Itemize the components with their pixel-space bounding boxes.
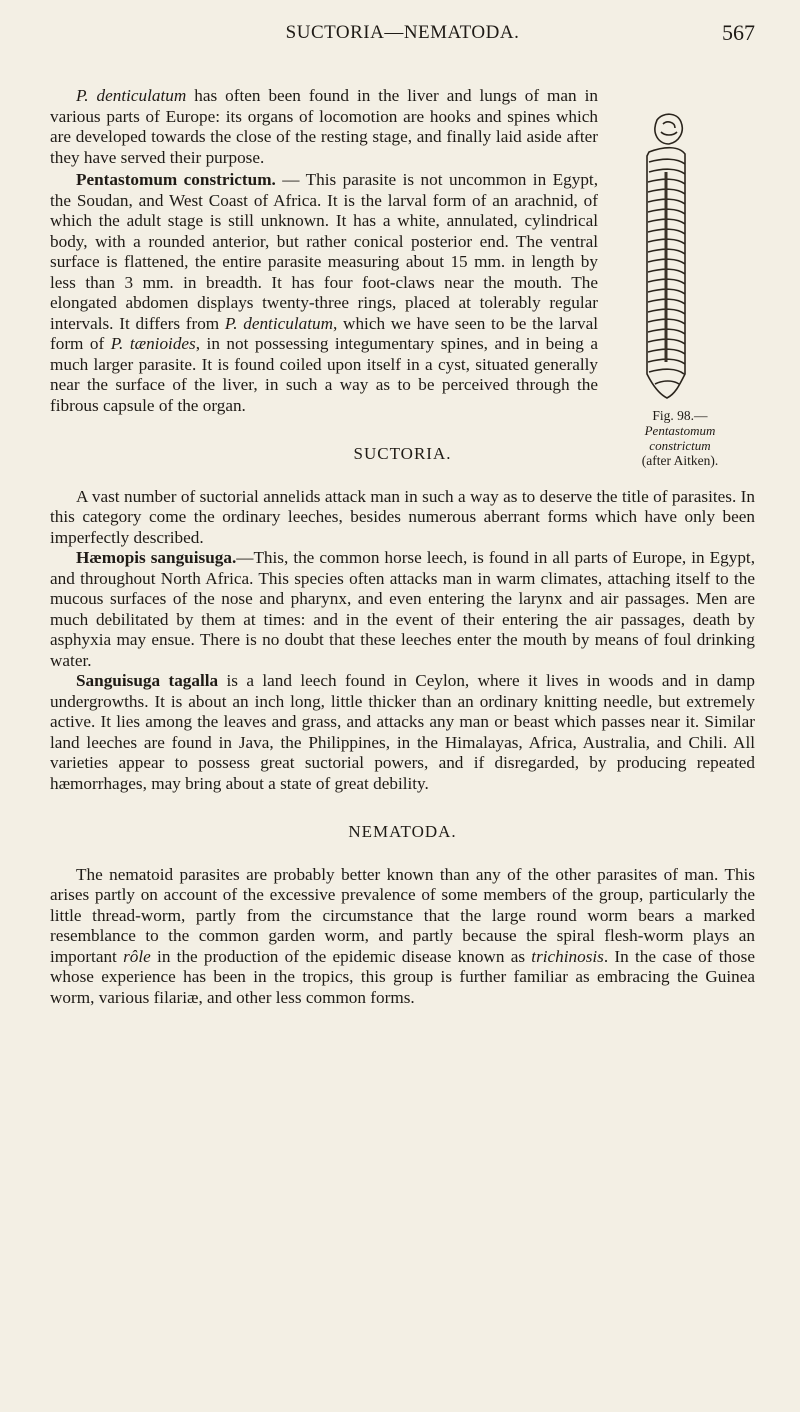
page-number: 567 (722, 20, 755, 45)
section-heading-nematoda: NEMATODA. (348, 822, 457, 841)
figure-credit: (after Aitken). (641, 453, 719, 468)
paragraph-text: The nematoid parasites are probably better known than any of the other parasites of man. This arises partly on account of the excessive prevalence of some members of the group, particularly the little thread-worm, partly from the circumstance that the large round worm bears a marked resemblance to the common garden worm, and partly because the spiral flesh-worm plays an important (50, 864, 755, 966)
paragraph-text: —This, the common horse leech, is found in all parts of Europe, in Egypt, and throughout North Africa. This species often attacks man in warm climates, attaching itself to the mucous surfaces of the nose and pharynx, and even entering the larynx and air passages. Men are much debilitated by them at times: and in the event of their entering the air passages, death by asphyxia may ensue. There is no doubt that these leeches enter the mouth by means of foul drinking water. (50, 548, 755, 670)
species-heading: Hæmopis sanguisuga. (76, 548, 237, 567)
figure-label: Fig. 98.— (652, 408, 708, 423)
paragraph-constrictum (50, 170, 598, 416)
species-reference: P. denticulatum (224, 313, 333, 333)
paragraph-denticulatum (50, 86, 598, 168)
figure-species-line1: Pentastomum (644, 423, 716, 438)
paragraph-text: has often been found in the liver and lungs of man in various parts of Europe: its organs of locomotion are hooks and spines which are developed towards the close of the resting stage, and finally laid aside after they have served their purpose. (50, 86, 598, 167)
species-heading: Pentastomum constrictum. (76, 170, 276, 189)
paragraph-suctoria-intro: A vast number of suctorial annelids attack man in such a way as to deserve the title of parasites. In this category come the ordinary leeches, besides numerous aberrant forms which have only been imperfectly described. (50, 486, 755, 547)
section-heading-suctoria: SUCTORIA. (353, 444, 452, 463)
figure-species-line2: constrictum (649, 438, 711, 453)
paragraph-sanguisuga (50, 671, 755, 794)
paragraph-text: in the production of the epidemic disease known as (150, 946, 532, 966)
paragraph-nematoda (50, 865, 755, 1009)
paragraph-text: is a land leech found in Ceylon, where it lives in woods and in damp undergrowths. It is about an inch long, little thicker than an ordinary knitting needle, but extremely active. It lies among the leaves and grass, and attacks any man or beast which passes near it. Similar land leeches are found in Java, the Philippines, in the Himalayas, Africa, Australia, and Chili. All varieties appear to possess great suctorial powers, and if disregarded, by producing repeated hæmorrhages, may bring about a state of great debility. (50, 671, 755, 793)
species-name: P. denticulatum (76, 86, 187, 105)
page-header (50, 18, 755, 48)
running-head: SUCTORIA—NEMATODA. (285, 22, 520, 43)
species-reference: P. tænioides (110, 334, 196, 353)
species-heading: Sanguisuga tagalla (76, 671, 219, 690)
main-text (50, 86, 755, 1008)
paragraph-haemopis (50, 548, 755, 671)
italic-term: trichinosis (531, 946, 604, 966)
paragraph-text: , which we have seen to be the larval form of (50, 313, 599, 353)
paragraph-text: , in not possessing integumentary spines, and in being a much larger parasite. It is found coiled upon itself in a cyst, situated generally near the surface of the liver, in such a way as to be perceived through the fibrous capsule of the organ. (50, 334, 599, 415)
paragraph-text: . In the case of those whose experience has been in the tropics, this group is further familiar as embracing the Guinea worm, various filariæ, and other less common forms. (50, 946, 755, 1007)
paragraph-text: — This parasite is not uncommon in Egypt, the Soudan, and West Coast of Africa. It is the larval form of an arachnid, of which the adult stage is still unknown. It has a white, annulated, cylindrical body, with a rounded anterior, but rather conical posterior end. The ventral surface is flattened, the entire parasite measuring about 15 mm. in length by less than 3 mm. in breadth. It has four foot-claws near the mouth. The elongated abdomen displays twenty-three rings, placed at tolerably regular intervals. It differs from (50, 170, 599, 333)
italic-term: rôle (123, 946, 151, 966)
